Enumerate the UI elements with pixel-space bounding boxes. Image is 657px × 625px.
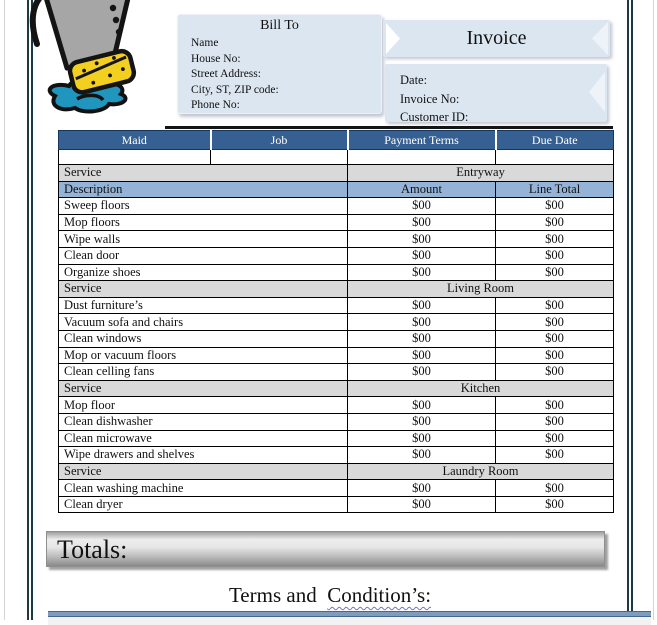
service-description-cell: Dust furniture’s xyxy=(59,297,348,314)
service-item-row xyxy=(59,397,614,414)
service-item-row xyxy=(59,297,614,314)
service-item-row xyxy=(59,247,614,264)
service-description-cell: Clean dryer xyxy=(59,496,348,513)
line-total-cell[interactable]: $00 xyxy=(496,447,614,464)
amount-cell[interactable]: $00 xyxy=(348,314,496,331)
assignment-input-row xyxy=(59,150,614,165)
service-item-row xyxy=(59,198,614,215)
amount-cell[interactable]: $00 xyxy=(348,198,496,215)
bucket-sponge-clipart xyxy=(25,0,143,124)
bill-to-title: Bill To xyxy=(260,18,299,33)
service-description-cell: Clean door xyxy=(59,247,348,264)
bill-to-panel xyxy=(177,14,382,114)
invoice-banner xyxy=(383,20,610,57)
amount-cell[interactable]: $00 xyxy=(348,297,496,314)
service-item-row xyxy=(59,231,614,248)
assignment-table xyxy=(58,130,614,165)
line-total-cell[interactable]: $00 xyxy=(496,480,614,497)
amount-cell[interactable]: $00 xyxy=(348,430,496,447)
bill-to-field[interactable]: House No: xyxy=(191,52,241,65)
page-border-right-inner xyxy=(627,0,629,620)
line-total-cell[interactable]: $00 xyxy=(496,397,614,414)
room-name-cell: Living Room xyxy=(348,281,614,298)
line-total-column-header: Line Total xyxy=(496,181,614,198)
column-header-due-date: Due Date xyxy=(496,131,614,150)
bill-to-field[interactable]: Street Address: xyxy=(191,68,261,80)
service-item-row xyxy=(59,314,614,331)
amount-cell[interactable]: $00 xyxy=(348,214,496,231)
bill-to-field[interactable]: Name xyxy=(191,37,219,49)
due-date-input-cell[interactable] xyxy=(496,150,614,165)
maid-input-cell[interactable] xyxy=(59,150,211,165)
service-label-cell: Service xyxy=(59,463,348,480)
service-item-row xyxy=(59,364,614,381)
invoice-title: Invoice xyxy=(466,27,527,49)
service-table-body xyxy=(59,165,614,513)
line-total-cell[interactable]: $00 xyxy=(496,330,614,347)
column-header-job: Job xyxy=(211,131,348,150)
assignment-header-row xyxy=(59,131,614,150)
line-total-cell[interactable]: $00 xyxy=(496,496,614,513)
section-row xyxy=(59,380,614,397)
line-total-cell[interactable]: $00 xyxy=(496,247,614,264)
page-edge-right xyxy=(653,0,654,620)
service-description-cell: Mop or vacuum floors xyxy=(59,347,348,364)
invoice-detail-field[interactable]: Invoice No: xyxy=(400,91,460,106)
invoice-detail-field[interactable]: Date: xyxy=(400,73,428,87)
line-total-cell[interactable]: $00 xyxy=(496,364,614,381)
totals-label: Totals: xyxy=(57,535,128,564)
line-total-cell[interactable]: $00 xyxy=(496,231,614,248)
service-description-cell: Organize shoes xyxy=(59,264,348,281)
section-row xyxy=(59,165,614,182)
amount-column-header: Amount xyxy=(348,181,496,198)
invoice-details-fields xyxy=(385,64,607,122)
amount-cell[interactable]: $00 xyxy=(348,330,496,347)
room-name-cell: Kitchen xyxy=(348,380,614,397)
service-item-row xyxy=(59,496,614,513)
service-description-cell: Clean dishwasher xyxy=(59,413,348,430)
terms-heading xyxy=(130,583,530,608)
bill-to-field[interactable]: City, ST, ZIP code: xyxy=(191,83,279,96)
line-total-cell[interactable]: $00 xyxy=(496,214,614,231)
service-description-cell: Mop floor xyxy=(59,397,348,414)
service-item-row xyxy=(59,330,614,347)
invoice-details-banner xyxy=(385,64,607,122)
amount-cell[interactable]: $00 xyxy=(348,496,496,513)
service-label-cell: Service xyxy=(59,165,348,182)
terms-suffix-misspelled: Condition’s: xyxy=(327,583,432,607)
section-row xyxy=(59,281,614,298)
service-item-row xyxy=(59,264,614,281)
service-item-row xyxy=(59,480,614,497)
service-description-cell: Clean microwave xyxy=(59,430,348,447)
amount-cell[interactable]: $00 xyxy=(348,247,496,264)
column-header-payment-terms: Payment Terms xyxy=(348,131,496,150)
columns-row xyxy=(59,181,614,198)
service-description-cell: Clean celling fans xyxy=(59,364,348,381)
service-description-cell: Sweep floors xyxy=(59,198,348,215)
amount-cell[interactable]: $00 xyxy=(348,480,496,497)
amount-cell[interactable]: $00 xyxy=(348,447,496,464)
line-total-cell[interactable]: $00 xyxy=(496,430,614,447)
header-divider-line xyxy=(165,126,613,129)
service-description-cell: Mop floors xyxy=(59,214,348,231)
line-total-cell[interactable]: $00 xyxy=(496,297,614,314)
line-total-cell[interactable]: $00 xyxy=(496,347,614,364)
terms-prefix: Terms and xyxy=(228,583,317,607)
line-total-cell[interactable]: $00 xyxy=(496,413,614,430)
amount-cell[interactable]: $00 xyxy=(348,231,496,248)
bill-to-field[interactable]: Phone No: xyxy=(191,99,240,111)
invoice-detail-field[interactable]: Customer ID: xyxy=(400,110,469,122)
service-item-row xyxy=(59,214,614,231)
job-input-cell[interactable] xyxy=(211,150,348,165)
service-description-cell: Clean windows xyxy=(59,330,348,347)
amount-cell[interactable]: $00 xyxy=(348,347,496,364)
service-item-row xyxy=(59,347,614,364)
service-item-row xyxy=(59,413,614,430)
service-description-cell: Wipe drawers and shelves xyxy=(59,447,348,464)
service-label-cell: Service xyxy=(59,281,348,298)
service-item-row xyxy=(59,447,614,464)
column-header-maid: Maid xyxy=(59,131,211,150)
amount-cell[interactable]: $00 xyxy=(348,413,496,430)
line-total-cell[interactable]: $00 xyxy=(496,198,614,215)
amount-cell[interactable]: $00 xyxy=(348,397,496,414)
page-border-right-outer xyxy=(631,0,633,620)
amount-cell[interactable]: $00 xyxy=(348,364,496,381)
service-description-cell: Vacuum sofa and chairs xyxy=(59,314,348,331)
amount-cell[interactable]: $00 xyxy=(348,264,496,281)
room-name-cell: Entryway xyxy=(348,165,614,182)
description-column-header: Description xyxy=(59,181,348,198)
line-total-cell[interactable]: $00 xyxy=(496,314,614,331)
service-item-row xyxy=(59,430,614,447)
service-table xyxy=(58,164,614,513)
line-total-cell[interactable]: $00 xyxy=(496,264,614,281)
service-description-cell: Wipe walls xyxy=(59,231,348,248)
service-description-cell: Clean washing machine xyxy=(59,480,348,497)
terms-text-box xyxy=(48,611,651,625)
totals-banner xyxy=(46,531,605,567)
room-name-cell: Laundry Room xyxy=(348,463,614,480)
page-edge-left xyxy=(4,0,5,620)
service-label-cell: Service xyxy=(59,380,348,397)
payment-terms-input-cell[interactable] xyxy=(348,150,496,165)
bill-to-fields xyxy=(178,34,381,114)
section-row xyxy=(59,463,614,480)
